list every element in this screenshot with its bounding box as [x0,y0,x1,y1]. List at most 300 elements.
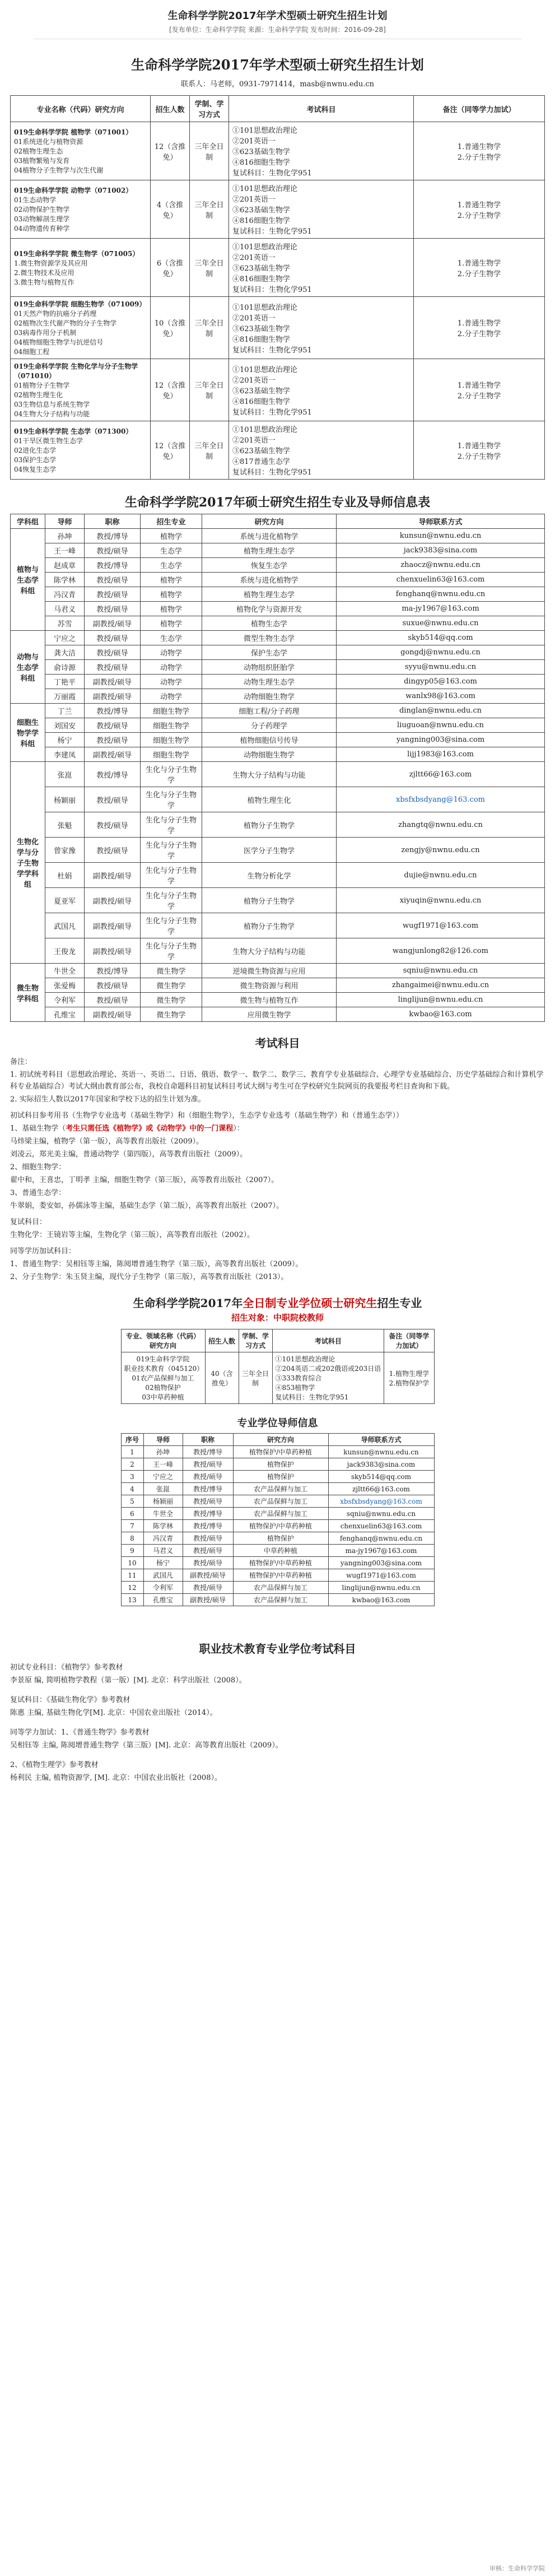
tutor-section [0,493,555,1022]
tutor-major: 植物学 [141,602,202,616]
tutor-direction: 植物分子生物学 [202,888,337,913]
tutor-group: 细胞生物学学科组 [11,704,45,762]
plan-exam-line: ①101思想政治理论 [232,426,297,434]
ptutor-email: fenghanq@nwnu.edu.cn [328,1532,434,1545]
ptutor-title: 教授/博导 [183,1446,233,1458]
plan-major-cell [11,180,151,239]
plan-count: 12（含推免） [151,421,190,480]
tutor-direction: 保护生态学 [202,645,337,660]
tutor-title-cell: 教授/硕导 [85,660,141,675]
ptutor-header: 序号 [121,1434,143,1446]
prof-exam-cell [272,1352,384,1404]
prof-header: 专业、领域名称（代码）研究方向 [121,1329,205,1352]
tutor-major: 细胞生物学 [141,747,202,762]
ptutor-index: 12 [121,1582,143,1594]
tutor-direction: 微生物资源与利用 [202,978,337,993]
ptutor-title: 教授/博导 [183,1508,233,1520]
ptutor-index: 2 [121,1458,143,1471]
plan-exam-line: ②201英语一 [232,196,276,204]
tutor-row [11,938,545,964]
ptutor-name: 杨宁 [143,1557,183,1569]
plan-major-cell [11,297,151,359]
tutor-direction: 分子药理学 [202,718,337,733]
ptutor-title: 副教授/硕导 [183,1569,233,1582]
tutor-row [11,863,545,888]
prof-name-line: 03中草药种植 [142,1393,184,1401]
ptutor-title: 教授/博导 [183,1520,233,1532]
prof-exam-line: ②204英语二或202俄语或203日语 [275,1365,381,1373]
tutor-direction: 恢复生态学 [202,558,337,573]
plan-note-line: 2.分子生物学 [457,269,501,278]
tutor-email: wangjunlong82@126.com [337,938,545,964]
plan-direction: 01系统进化与植物资源 [14,138,83,146]
tutor-major: 微生物学 [141,993,202,1007]
plan-exam-line: ②201英语一 [232,436,276,445]
tutor-title-cell: 教授/硕导 [85,718,141,733]
prof-name-line: 01农产品保鲜与加工 [132,1374,194,1382]
tutor-email: zhaocz@nwnu.edu.cn [337,558,545,573]
plan-direction: 04植物细胞生物学与抗逆信号 [14,338,104,346]
tutor-name: 俞诗源 [45,660,85,675]
subjects-line: 1. 初试统考科目（思想政治理论、英语一、英语二、日语、俄语、数学一、数学二、数学三、教育学专业基础综合、心理学专业基础综合、历史学基础综合和计算机学科专业基础综合）考试大纲由教育部公布，我校自命题科目初复试科目考试大纲与考生可在学校研究生院网页的我要报考栏目查询和下载。 [10,1071,544,1091]
prof-exam-line: ③333教育综合 [275,1374,322,1382]
plan-direction: 02进化生态学 [14,447,57,454]
prof-mode: 三年全日制 [239,1352,272,1404]
prof-name-line: 02植物保护 [145,1384,181,1392]
plan-exam-line: ②201英语一 [232,137,276,146]
plan-exam-cell [229,359,414,421]
ptutor-title: 教授/硕导 [183,1582,233,1594]
ptutor-table [121,1433,435,1606]
plan-row [11,359,545,421]
ptutor-name: 陈学林 [143,1520,183,1532]
prof-subjects-line: 复试科目：《基础生物化学》参考教材 [10,1696,130,1704]
tutor-direction: 动物细胞生物学 [202,689,337,704]
plan-direction: 03保护生态学 [14,456,57,464]
tutor-major: 生化与分子生物学 [141,812,202,838]
tutor-row [11,733,545,747]
tutor-name: 丁艳平 [45,675,85,689]
plan-major-name: 019生命科学学院 植物学（071001） [14,128,133,136]
tutor-name: 张崑 [45,762,85,787]
ptutor-row [121,1446,434,1458]
plan-direction: 2.微生物技术及应用 [14,268,74,277]
tutor-direction: 动物组织胚胎学 [202,660,337,675]
plan-note-line: 1.普通生物学 [457,382,501,390]
prof-table [121,1329,435,1404]
ptutor-email: yangning003@sina.com [328,1557,434,1569]
plan-exam-line: ③623基础生物学 [232,447,290,455]
ptutor-row [121,1594,434,1606]
tutor-email: sqniu@nwnu.edu.cn [337,964,545,978]
plan-direction: 04动物遗传育种学 [14,225,70,233]
plan-exam-line: ④816细胞生物学 [232,397,290,406]
tutor-title-cell: 副教授/硕导 [85,689,141,704]
plan-note-cell [414,421,545,480]
tutor-title-cell: 副教授/硕导 [85,863,141,888]
tutor-name: 宁应之 [45,631,85,645]
subjects-line: 2、分子生物学：朱玉贤主编，现代分子生物学（第三版），高等教育出版社（2013）。 [10,1273,288,1281]
tutor-row [11,602,545,616]
tutor-row [11,631,545,645]
tutor-major: 动物学 [141,689,202,704]
ptutor-title: 教授/硕导 [183,1458,233,1471]
plan-major-name: 019生命科学学院 动物学（071002） [14,187,133,194]
plan-title: 生命科学学院2017年学术型硕士研究生招生计划 [131,57,424,73]
plan-major-name: 019生命科学学院 微生物学（071005） [14,249,139,258]
prof-header: 备注（同等学力加试） [384,1329,434,1352]
tutor-direction: 植物分子生物学 [202,913,337,938]
tutor-direction: 植物生理生态学 [202,587,337,602]
plan-note-line: 1.普通生物学 [457,319,501,328]
subjects-highlight: 考生只需任选《植物学》或《动物学》中的一门课程 [66,1124,234,1133]
tutor-row [11,645,545,660]
plan-count: 12（含推免） [151,122,190,180]
plan-direction: 04细胞工程 [14,348,50,356]
plan-note-cell [414,239,545,297]
plan-exam-line: ③623基础生物学 [232,206,290,215]
tutor-row [11,675,545,689]
tutor-email: kwbao@163.com [337,1007,545,1022]
tutor-email: zhangaimei@nwnu.edu.cn [337,978,545,993]
ptutor-index: 5 [121,1495,143,1508]
tutor-major: 植物学 [141,616,202,631]
tutor-direction: 系统与进化植物学 [202,573,337,587]
tutor-email: dujie@nwnu.edu.cn [337,863,545,888]
subjects-line: 1、基础生物学（考生只需任选《植物学》或《动物学》中的一门课程）： [10,1124,244,1133]
ptutor-title: 教授/博导 [183,1483,233,1495]
tutor-name: 夏亚军 [45,888,85,913]
tutor-major: 植物学 [141,573,202,587]
tutor-name: 丁兰 [45,704,85,718]
prof-name-line: 职业技术教育（045120） [124,1365,204,1373]
ptutor-row [121,1569,434,1582]
tutor-title-cell: 副教授/硕导 [85,1007,141,1022]
tutor-name: 牛世全 [45,964,85,978]
ptutor-name: 令利军 [143,1582,183,1594]
tutor-major: 生化与分子生物学 [141,938,202,964]
plan-header: 备注（同等学力加试） [414,96,545,122]
subjects-line: 刘凌云，郑光美主编，普通动物学（第四版），高等教育出版社（2009）。 [10,1150,248,1159]
subjects-title: 考试科目 [255,1036,300,1050]
plan-note-cell [414,359,545,421]
prof-name-cell [121,1352,205,1404]
plan-direction: 02植物生理生态 [14,147,63,155]
tutor-name: 令利军 [45,993,85,1007]
tutor-email: yangning003@sina.com [337,733,545,747]
ptutor-header: 导师 [143,1434,183,1446]
tutor-major: 细胞生物学 [141,704,202,718]
plan-direction: 01生态动物学 [14,196,57,204]
tutor-name: 赵成章 [45,558,85,573]
tutor-row [11,704,545,718]
plan-direction: 02动物保护生物学 [14,206,70,213]
tutor-name: 万丽霞 [45,689,85,704]
prof-note-line: 2.植物保护学 [389,1379,430,1387]
tutor-major: 微生物学 [141,978,202,993]
plan-row [11,122,545,180]
plan-direction: 01植物分子生物学 [14,382,70,389]
ptutor-email: chenxuelin63@163.com [328,1520,434,1532]
ptutor-title: 专业学位导师信息 [237,1417,318,1429]
tutor-header: 导师联系方式 [337,514,545,529]
ptutor-index: 4 [121,1483,143,1495]
tutor-title-cell: 教授/硕导 [85,812,141,838]
footer-stamp: 审核：生命科学学院 [489,2565,545,2572]
tutor-row [11,718,545,733]
tutor-major: 植物学 [141,529,202,543]
plan-exam-line: ①101思想政治理论 [232,303,297,312]
prof-title [0,1294,555,1310]
ptutor-name: 王一峰 [143,1458,183,1471]
ptutor-name: 武国凡 [143,1569,183,1582]
prof-subjects-line: 2、《植物生理学》参考教材 [10,1761,99,1769]
tutor-name: 龚大洁 [45,645,85,660]
tutor-row [11,747,545,762]
plan-exam-line: ①101思想政治理论 [232,127,297,135]
tutor-title-cell: 教授/硕导 [85,838,141,863]
article-meta: [发布单位：生命科学学院 来源：生命科学学院 发布时间：2016-09-28] [34,25,521,39]
ptutor-direction: 中草药种植 [233,1545,328,1557]
tutor-email: zjltt66@163.com [337,762,545,787]
tutor-row [11,573,545,587]
tutor-name: 杨颖丽 [45,787,85,812]
subjects-line: 生物化学：王镜岩等主编，生物化学（第三版），高等教育出版社（2002）。 [10,1231,255,1239]
tutor-header: 研究方向 [202,514,337,529]
plan-mode: 三年全日制 [190,180,229,239]
subjects-line: 备注： [10,1058,32,1066]
tutor-direction: 植物生态学 [202,616,337,631]
plan-direction: 01天然产物的抗癌分子药理 [14,310,97,318]
plan-exam-line: ④816细胞生物学 [232,335,290,344]
ptutor-row [121,1557,434,1569]
tutor-row [11,543,545,558]
tutor-group: 动物与生态学科组 [11,631,45,704]
plan-contact: 联系人：马老师，0931-7971414，masb@nwnu.edu.cn [181,80,374,89]
tutor-title-cell: 教授/博导 [85,964,141,978]
plan-note-line: 2.分子生物学 [457,211,501,220]
plan-exam-line: 复试科目：生物化学951 [232,408,312,417]
tutor-row [11,812,545,838]
prof-name-line: 019生命科学学院 [136,1355,190,1363]
tutor-row [11,660,545,675]
tutor-major: 细胞生物学 [141,718,202,733]
plan-count: 6（含推免） [151,239,190,297]
tutor-major: 生化与分子生物学 [141,787,202,812]
plan-exam-cell [229,297,414,359]
prof-note-cell [384,1352,434,1404]
ptutor-row [121,1483,434,1495]
ptutor-row [121,1545,434,1557]
tutor-direction: 应用微生物学 [202,1007,337,1022]
tutor-name: 曾家豫 [45,838,85,863]
plan-direction: 03动物解剖生理学 [14,215,70,223]
plan-mode: 三年全日制 [190,359,229,421]
plan-exam-cell [229,122,414,180]
plan-exam-line: ②201英语一 [232,254,276,262]
tutor-title-cell: 副教授/硕导 [85,616,141,631]
tutor-major: 生化与分子生物学 [141,838,202,863]
tutor-title-cell: 副教授/硕导 [85,747,141,762]
tutor-title-cell: 教授/博导 [85,762,141,787]
tutor-name: 陈学林 [45,573,85,587]
ptutor-email: skyb514@qq.com [328,1471,434,1483]
plan-note-cell [414,180,545,239]
plan-exam-line: ④816细胞生物学 [232,275,290,283]
prof-subtitle: 招生对象：中职院校教师 [231,1313,324,1323]
ptutor-name: 孙坤 [143,1446,183,1458]
tutor-direction: 生物分析化学 [202,863,337,888]
tutor-header: 职称 [85,514,141,529]
plan-header: 招生人数 [151,96,190,122]
subjects-line: 复试科目： [10,1218,47,1226]
plan-exam-line: ③623基础生物学 [232,324,290,333]
ptutor-email: xbsfxbsdyang@163.com [328,1495,434,1508]
plan-note-line: 1.普通生物学 [457,142,501,151]
prof-header: 学制、学习方式 [239,1329,272,1352]
tutor-direction: 微生物与植物互作 [202,993,337,1007]
tutor-group: 生物化学与分子生物学学科组 [11,762,45,964]
prof-title-prefix: 生命科学学院2017年 [133,1296,243,1310]
tutor-email: fenghanq@nwnu.edu.cn [337,587,545,602]
ptutor-email: kwbao@163.com [328,1594,434,1606]
ptutor-row [121,1508,434,1520]
tutor-direction: 植物生理生化 [202,787,337,812]
ptutor-email: sqniu@nwnu.edu.cn [328,1508,434,1520]
ptutor-row [121,1458,434,1471]
tutor-name: 孔维宝 [45,1007,85,1022]
plan-mode: 三年全日制 [190,297,229,359]
plan-row [11,297,545,359]
subjects-line: 3、普通生态学： [10,1189,66,1197]
tutor-major: 生化与分子生物学 [141,762,202,787]
ptutor-row [121,1495,434,1508]
ptutor-direction: 植物保护/中草药种植 [233,1557,328,1569]
plan-exam-line: ①101思想政治理论 [232,243,297,252]
plan-note-line: 2.分子生物学 [457,330,501,338]
tutor-direction: 细胞工程/分子药理 [202,704,337,718]
tutor-row [11,762,545,787]
tutor-row [11,587,545,602]
plan-exam-line: ③623基础生物学 [232,264,290,273]
ptutor-email: kunsun@nwnu.edu.cn [328,1446,434,1458]
tutor-direction: 逆境微生物资源与应用 [202,964,337,978]
ptutor-index: 9 [121,1545,143,1557]
tutor-name: 冯汉青 [45,587,85,602]
tutor-row [11,689,545,704]
ptutor-row [121,1471,434,1483]
tutor-email: gongdj@nwnu.edu.cn [337,645,545,660]
plan-exam-line: ①101思想政治理论 [232,185,297,193]
tutor-name: 杨宁 [45,733,85,747]
tutor-row [11,964,545,978]
tutor-header: 导师 [45,514,85,529]
tutor-title-cell: 教授/硕导 [85,978,141,993]
tutor-name: 李建凤 [45,747,85,762]
prof-subjects-line: 吴相钰等 主编, 陈阅增普通生物学（第三版）[M]. 北京：高等教育出版社（2009）。 [10,1741,283,1750]
prof-header-row [121,1329,434,1352]
plan-exam-line: 复试科目：生物化学951 [232,286,312,294]
tutor-row [11,888,545,913]
ptutor-title: 教授/硕导 [183,1545,233,1557]
ptutor-header: 研究方向 [233,1434,328,1446]
article-title: 生命科学学院2017年学术型硕士研究生招生计划 [167,10,388,22]
plan-note-line: 1.普通生物学 [457,201,501,210]
plan-note-line: 2.分子生物学 [457,392,501,401]
tutor-email: liuguoan@nwnu.edu.cn [337,718,545,733]
ptutor-direction: 农产品保鲜与加工 [233,1483,328,1495]
plan-direction: 03生物信息与系统生物学 [14,401,90,408]
tutor-name: 苏雪 [45,616,85,631]
tutor-major: 生态学 [141,631,202,645]
tutor-email: ma-jy1967@163.com [337,602,545,616]
subjects-line: 牛翠娟，娄安如，孙儒泳等主编，基础生态学（第二版），高等教育出版社（2007）。 [10,1202,284,1210]
prof-exam-line: ①101思想政治理论 [275,1355,335,1363]
tutor-major: 生态学 [141,558,202,573]
ptutor-index: 10 [121,1557,143,1569]
ptutor-index: 3 [121,1471,143,1483]
ptutor-name: 马君义 [143,1545,183,1557]
tutor-group: 微生物学科组 [11,964,45,1022]
plan-exam-line: 复试科目：生物化学951 [232,346,312,355]
tutor-email: xiyuqin@nwnu.edu.cn [337,888,545,913]
plan-direction: 01干旱区微生物生态学 [14,437,83,445]
plan-note-cell [414,297,545,359]
tutor-email: suxue@nwnu.edu.cn [337,616,545,631]
tutor-email: dingyp05@163.com [337,675,545,689]
prof-title-red: 全日制专业学位硕士研究生 [242,1296,377,1310]
plan-mode: 三年全日制 [190,122,229,180]
tutor-title: 生命科学学院2017年硕士研究生招生专业及导师信息表 [124,495,431,510]
ptutor-email: ma-jy1967@163.com [328,1545,434,1557]
tutor-name: 孙坤 [45,529,85,543]
plan-exam-line: ③623基础生物学 [232,148,290,156]
tutor-direction: 医学分子生物学 [202,838,337,863]
tutor-title-cell: 教授/硕导 [85,573,141,587]
plan-exam-line: ④816细胞生物学 [232,159,290,167]
plan-exam-line: 复试科目：生物化学951 [232,468,312,477]
subjects-line: 2、细胞生物学： [10,1163,66,1171]
plan-header: 考试科目 [229,96,414,122]
plan-note-line: 2.分子生物学 [457,153,501,162]
plan-exam-line: ②201英语一 [232,314,276,323]
plan-exam-line: 复试科目：生物化学951 [232,169,312,178]
tutor-row [11,558,545,573]
plan-direction: 03病毒作用分子机制 [14,329,77,337]
subjects-line: 马炜梁主编，植物学（第一版），高等教育出版社（2009）。 [10,1137,204,1146]
ptutor-index: 11 [121,1569,143,1582]
prof-subjects-line: 李景原 编, 简明植物学教程（第一版）[M]. 北京：科学出版社（2008）。 [10,1676,246,1685]
tutor-title-cell: 副教授/硕导 [85,675,141,689]
prof-subjects-line: 初试专业科目：《植物学》参考教材 [10,1663,123,1672]
ptutor-email: zjltt66@163.com [328,1483,434,1495]
plan-major-cell [11,421,151,480]
plan-exam-line: ③623基础生物学 [232,387,290,396]
tutor-title-cell: 教授/硕导 [85,602,141,616]
tutor-major: 植物学 [141,587,202,602]
prof-count: 40（含推免） [205,1352,239,1404]
tutor-row [11,978,545,993]
plan-exam-line: 复试科目：生物化学951 [232,227,312,236]
tutor-title-cell: 副教授/硕导 [85,913,141,938]
plan-direction: 04生物大分子结构与功能 [14,410,90,418]
tutor-major: 微生物学 [141,964,202,978]
plan-note-line: 1.普通生物学 [457,441,501,450]
ptutor-name: 杨颖丽 [143,1495,183,1508]
tutor-direction: 植物生理生态学 [202,543,337,558]
ptutor-row [121,1520,434,1532]
tutor-title-cell: 教授/硕导 [85,543,141,558]
